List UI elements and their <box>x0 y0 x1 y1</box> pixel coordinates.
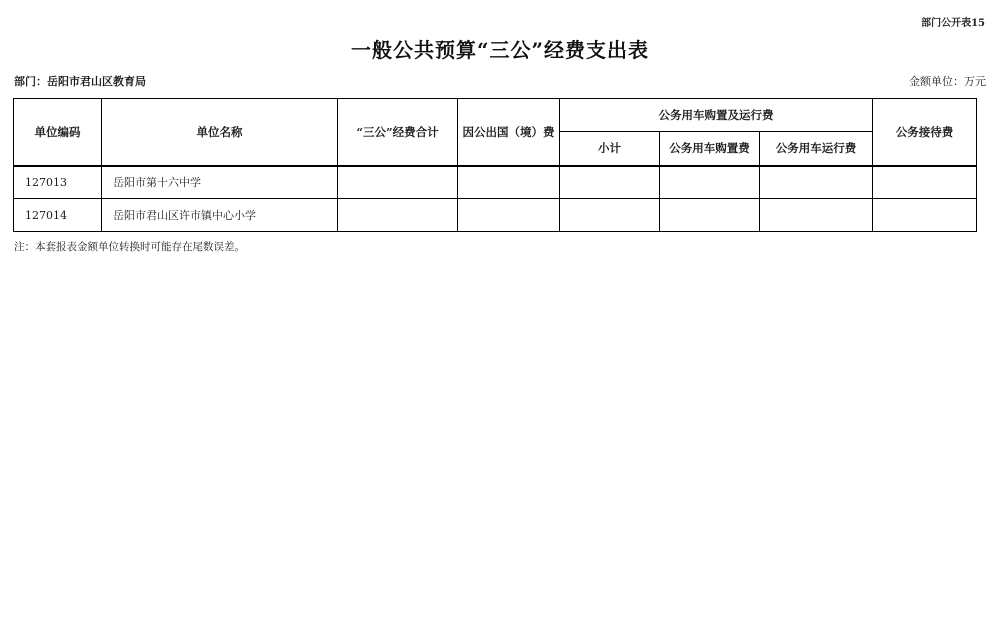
cell-vehicle-subtotal <box>560 199 660 232</box>
cell-vehicle-purchase <box>660 166 760 199</box>
cell-unit-name: 岳阳市君山区许市镇中心小学 <box>102 199 338 232</box>
table-body <box>14 166 977 232</box>
cell-vehicle-subtotal <box>560 166 660 199</box>
doc-number-label: 部门公开表15 <box>921 18 985 29</box>
cell-reception <box>873 166 977 199</box>
cell-vehicle-operation <box>760 199 873 232</box>
table-row <box>14 199 977 232</box>
col-header-reception: 公务接待费 <box>873 99 977 166</box>
col-header-total: “三公”经费合计 <box>338 99 458 166</box>
cell-vehicle-purchase <box>660 199 760 232</box>
header-row-top <box>14 99 977 132</box>
cell-abroad <box>458 166 560 199</box>
amount-unit-label: 金额单位：万元 <box>909 75 986 88</box>
department-label: 部门：岳阳市君山区教育局 <box>14 75 146 88</box>
col-header-vehicle-operation: 公务用车运行费 <box>760 132 873 166</box>
cell-total <box>338 166 458 199</box>
cell-unit-code: 127014 <box>14 199 102 232</box>
cell-abroad <box>458 199 560 232</box>
col-header-unit-name: 单位名称 <box>102 99 338 166</box>
meta-row <box>0 73 1000 89</box>
col-header-vehicle-subtotal: 小计 <box>560 132 660 166</box>
page-title: 一般公共预算“三公”经费支出表 <box>350 38 649 62</box>
cell-unit-code: 127013 <box>14 166 102 199</box>
table-header <box>14 99 977 166</box>
cell-vehicle-operation <box>760 166 873 199</box>
table-row <box>14 166 977 199</box>
cell-reception <box>873 199 977 232</box>
expense-table <box>13 98 977 232</box>
cell-total <box>338 199 458 232</box>
col-header-abroad: 因公出国（境）费 <box>458 99 560 166</box>
footnote: 注：本套报表金额单位转换时可能存在尾数误差。 <box>14 241 245 253</box>
cell-unit-name: 岳阳市第十六中学 <box>102 166 338 199</box>
col-header-unit-code: 单位编码 <box>14 99 102 166</box>
col-header-vehicle-purchase: 公务用车购置费 <box>660 132 760 166</box>
col-header-vehicle-group: 公务用车购置及运行费 <box>560 99 873 132</box>
